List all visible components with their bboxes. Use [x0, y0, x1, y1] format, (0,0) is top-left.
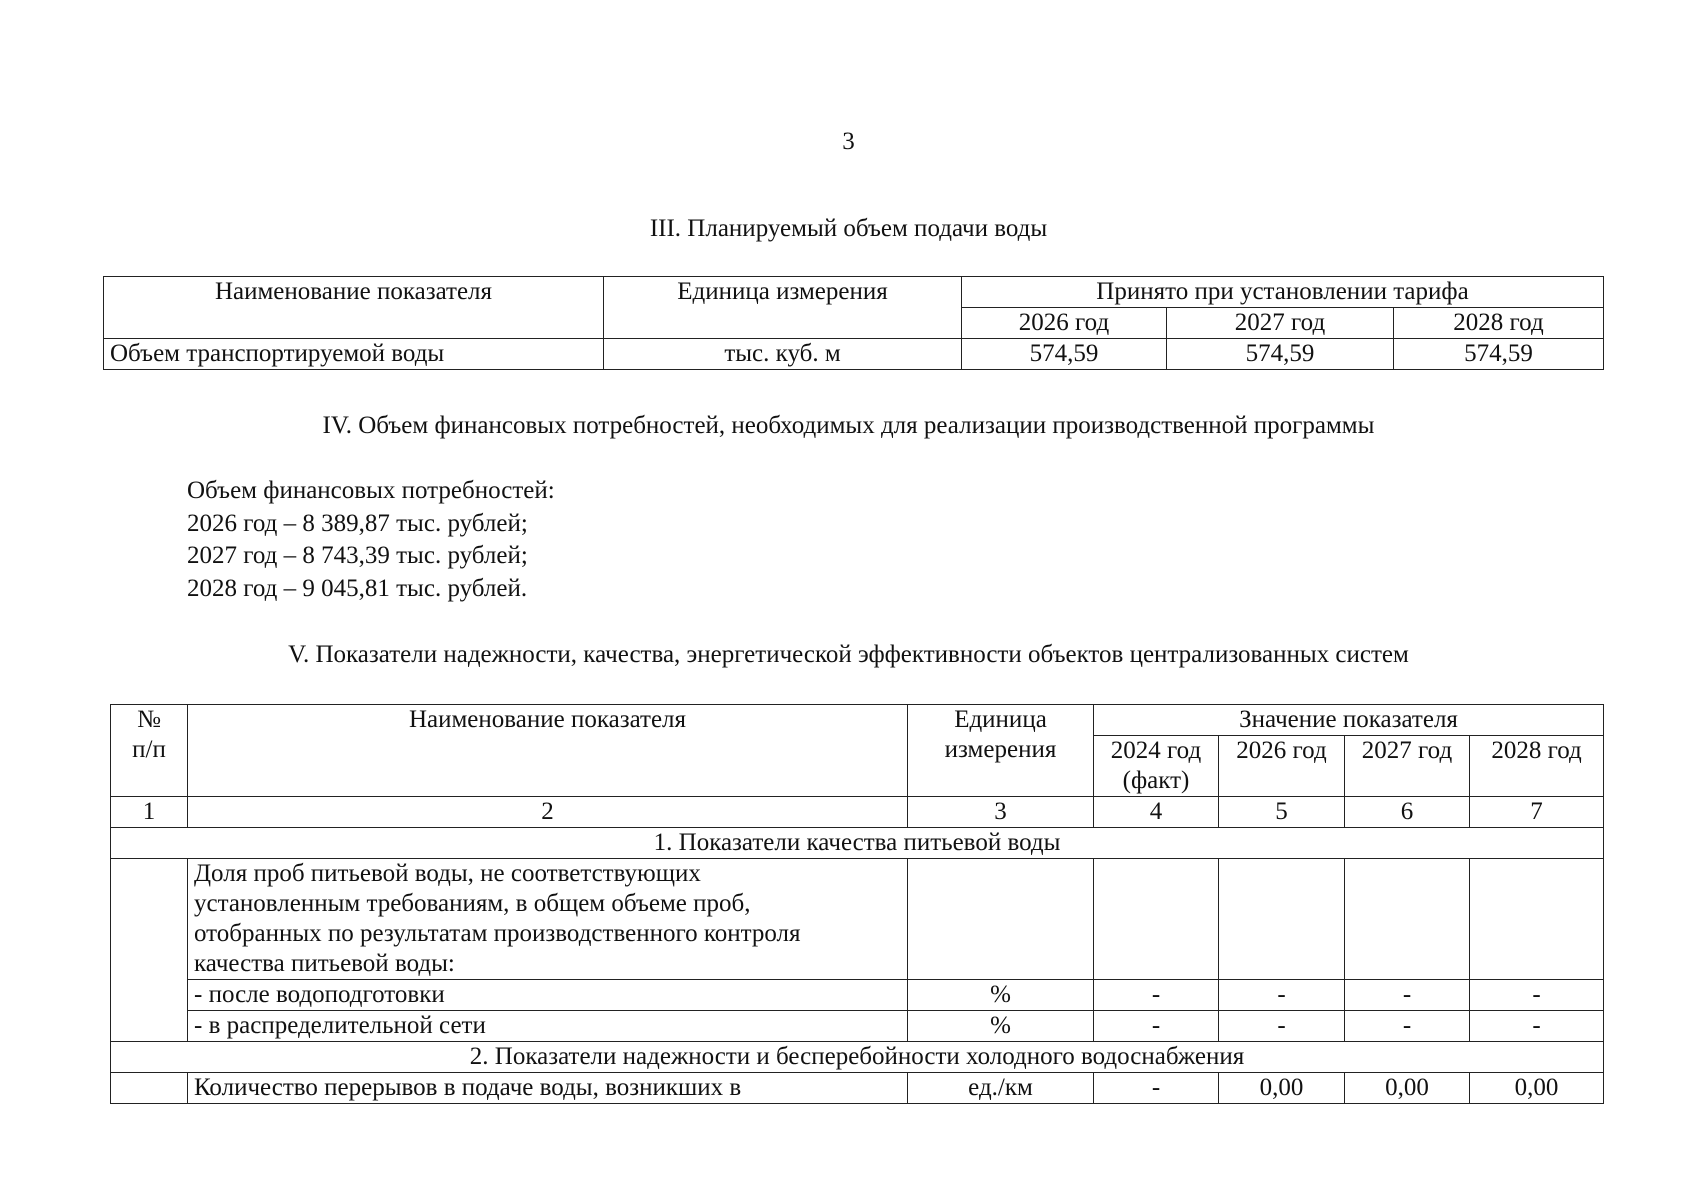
row-unit: ед./км: [908, 1073, 1094, 1104]
intro-line: установленным требованиям, в общем объеме проб,: [194, 890, 751, 917]
row-name: Объем транспортируемой воды: [104, 339, 604, 370]
group-1-num-cell: [111, 859, 188, 1042]
header-num-line2: п/п: [132, 736, 166, 763]
row-value-2026: 574,59: [962, 339, 1167, 370]
section-4-title: IV. Объем финансовых потребностей, необходимых для реализации производственной программы: [322, 412, 1375, 439]
row-value: -: [1345, 980, 1470, 1011]
col-number: 5: [1219, 797, 1345, 828]
header-unit-line2: измерения: [944, 736, 1057, 763]
header-unit: Единица измерения: [604, 277, 962, 339]
header-name: Наименование показателя: [104, 277, 604, 339]
col-number: 7: [1470, 797, 1604, 828]
water-volume-table: [103, 276, 1604, 370]
row-value: -: [1219, 1011, 1345, 1042]
finance-line: 2026 год – 8 389,87 тыс. рублей;: [187, 509, 528, 537]
header-value: Значение показателя: [1094, 705, 1604, 736]
group-1-title: 1. Показатели качества питьевой воды: [111, 828, 1604, 859]
row-unit: тыс. куб. м: [604, 339, 962, 370]
row-value: -: [1345, 1011, 1470, 1042]
header-year-2026: 2026 год: [962, 308, 1167, 339]
empty-cell: [1345, 859, 1470, 980]
row-value-2027: 574,59: [1167, 339, 1394, 370]
header-year-2027: 2027 год: [1167, 308, 1394, 339]
row-unit: %: [908, 980, 1094, 1011]
row-value: -: [1219, 980, 1345, 1011]
group-2-title: 2. Показатели надежности и бесперебойности холодного водоснабжения: [111, 1042, 1604, 1073]
row-value: -: [1470, 980, 1604, 1011]
header-year-2028: 2028 год: [1470, 736, 1604, 797]
row-value: 0,00: [1345, 1073, 1470, 1104]
section-3-title: III. Планируемый объем подачи воды: [649, 215, 1048, 242]
header-name: Наименование показателя: [188, 705, 908, 797]
group-2-num-cell: [111, 1073, 188, 1104]
empty-cell: [1470, 859, 1604, 980]
row-unit: %: [908, 1011, 1094, 1042]
col-number: 4: [1094, 797, 1219, 828]
section-5-title: V. Показатели надежности, качества, энергетической эффективности объектов централизованных систем: [288, 641, 1409, 668]
header-year-2024-line2: (факт): [1122, 767, 1190, 794]
empty-cell: [908, 859, 1094, 980]
empty-cell: [1094, 859, 1219, 980]
row-value: -: [1094, 980, 1219, 1011]
header-unit-line1: Единица: [954, 706, 1047, 733]
finance-line: Объем финансовых потребностей:: [187, 477, 555, 504]
empty-cell: [1219, 859, 1345, 980]
header-year-2027: 2027 год: [1345, 736, 1470, 797]
indicators-table: [110, 704, 1604, 1104]
row-value: 0,00: [1219, 1073, 1345, 1104]
row-value-2028: 574,59: [1394, 339, 1604, 370]
col-number: 1: [111, 797, 188, 828]
col-number: 2: [188, 797, 908, 828]
header-num-line1: №: [137, 706, 161, 733]
finance-line: 2027 год – 8 743,39 тыс. рублей;: [187, 542, 528, 569]
header-year-2024-line1: 2024 год: [1110, 737, 1202, 764]
row-value: -: [1094, 1011, 1219, 1042]
col-number: 3: [908, 797, 1094, 828]
row-name: - после водоподготовки: [188, 980, 908, 1011]
header-year-2028: 2028 год: [1394, 308, 1604, 339]
row-value: -: [1470, 1011, 1604, 1042]
group-1-intro: [188, 859, 908, 980]
header-year-2024: [1094, 736, 1219, 797]
intro-line: отобранных по результатам производственного контроля: [194, 920, 801, 947]
header-num: [111, 705, 188, 797]
finance-line: 2028 год – 9 045,81 тыс. рублей.: [187, 574, 528, 602]
row-name: - в распределительной сети: [188, 1011, 908, 1042]
col-number: 6: [1345, 797, 1470, 828]
row-name: Количество перерывов в подаче воды, возникших в: [188, 1073, 908, 1104]
intro-line: Доля проб питьевой воды, не соответствующих: [194, 860, 701, 887]
header-accepted: Принято при установлении тарифа: [962, 277, 1604, 308]
row-value: 0,00: [1470, 1073, 1604, 1104]
header-unit: [908, 705, 1094, 797]
intro-line: качества питьевой воды:: [194, 950, 455, 977]
page-number: 3: [842, 128, 855, 155]
header-year-2026: 2026 год: [1219, 736, 1345, 797]
finance-block: [187, 475, 555, 605]
row-value: -: [1094, 1073, 1219, 1104]
